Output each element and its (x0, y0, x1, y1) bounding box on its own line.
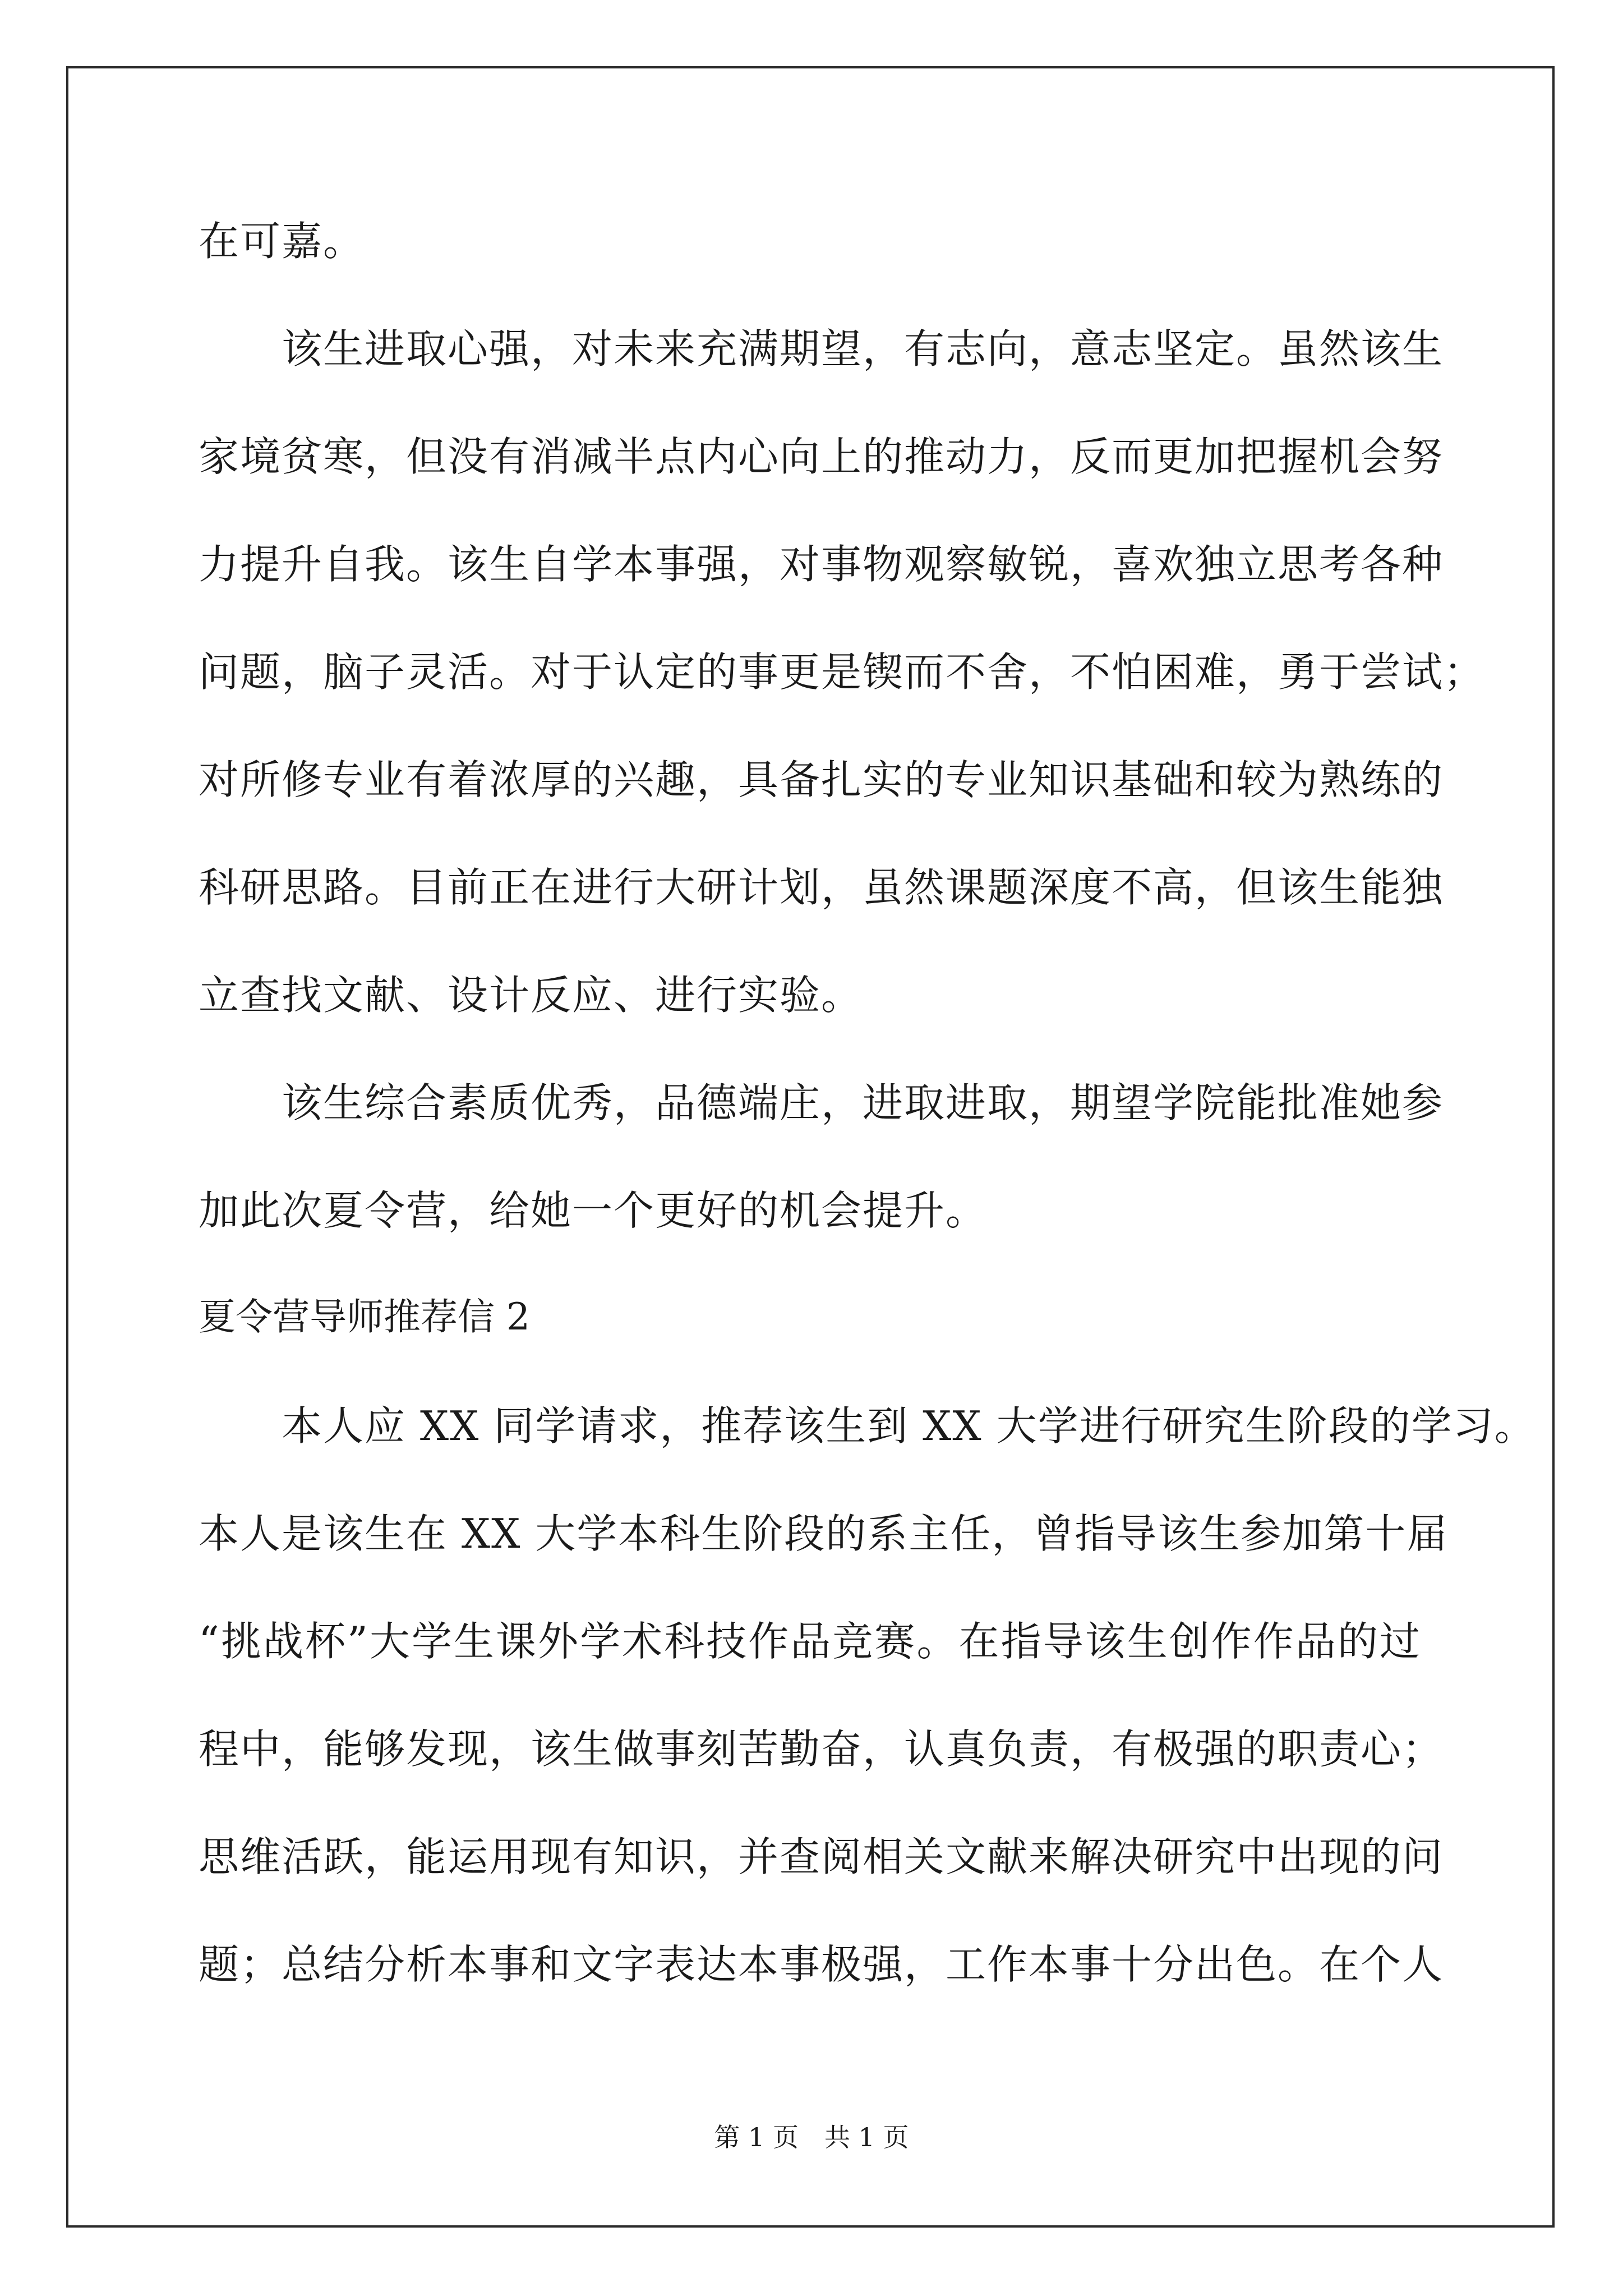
section-heading: 夏令营导师推荐信 2 (199, 1295, 530, 1338)
text-line: 科研思路。目前正在进行大研计划，虽然课题深度不高，但该生能独 (199, 864, 1444, 911)
text-line: 题；总结分析本事和文字表达本事极强，工作本事十分出色。在个人 (199, 1941, 1444, 1988)
text-line: “挑战杯”大学生课外学术科技作品竞赛。在指导该生创作作品的过 (199, 1618, 1421, 1665)
text-line: 家境贫寒，但没有消减半点内心向上的推动力，反而更加把握机会努 (199, 433, 1444, 480)
text-line: 思维活跃，能运用现有知识，并查阅相关文献来解决研究中出现的问 (199, 1833, 1444, 1880)
text-line: 在可嘉。 (199, 218, 365, 265)
text-line: 该生综合素质优秀，品德端庄，进取进取，期望学院能批准她参 (199, 1079, 1444, 1126)
text-line: 立查找文献、设计反应、进行实验。 (199, 972, 863, 1019)
text-line: 加此次夏令营，给她一个更好的机会提升。 (199, 1187, 988, 1234)
text-line: 程中，能够发现，该生做事刻苦勤奋，认真负责，有极强的职责心； (199, 1726, 1444, 1773)
text-line: 该生进取心强，对未来充满期望，有志向，意志坚定。虽然该生 (199, 325, 1444, 372)
text-line: 本人应 XX 同学请求，推荐该生到 XX 大学进行研究生阶段的学习。 (199, 1402, 1536, 1450)
text-line: 本人是该生在 XX 大学本科生阶段的系主任，曾指导该生参加第十届 (199, 1510, 1449, 1557)
page-number-footer: 第 1 页 共 1 页 (714, 2122, 909, 2152)
text-line: 力提升自我。该生自学本事强，对事物观察敏锐，喜欢独立思考各种 (199, 541, 1444, 588)
page-border (66, 66, 1555, 2228)
text-line: 问题，脑子灵活。对于认定的事更是锲而不舍，不怕困难，勇于尝试； (199, 648, 1486, 696)
text-line: 对所修专业有着浓厚的兴趣，具备扎实的专业知识基础和较为熟练的 (199, 756, 1444, 803)
